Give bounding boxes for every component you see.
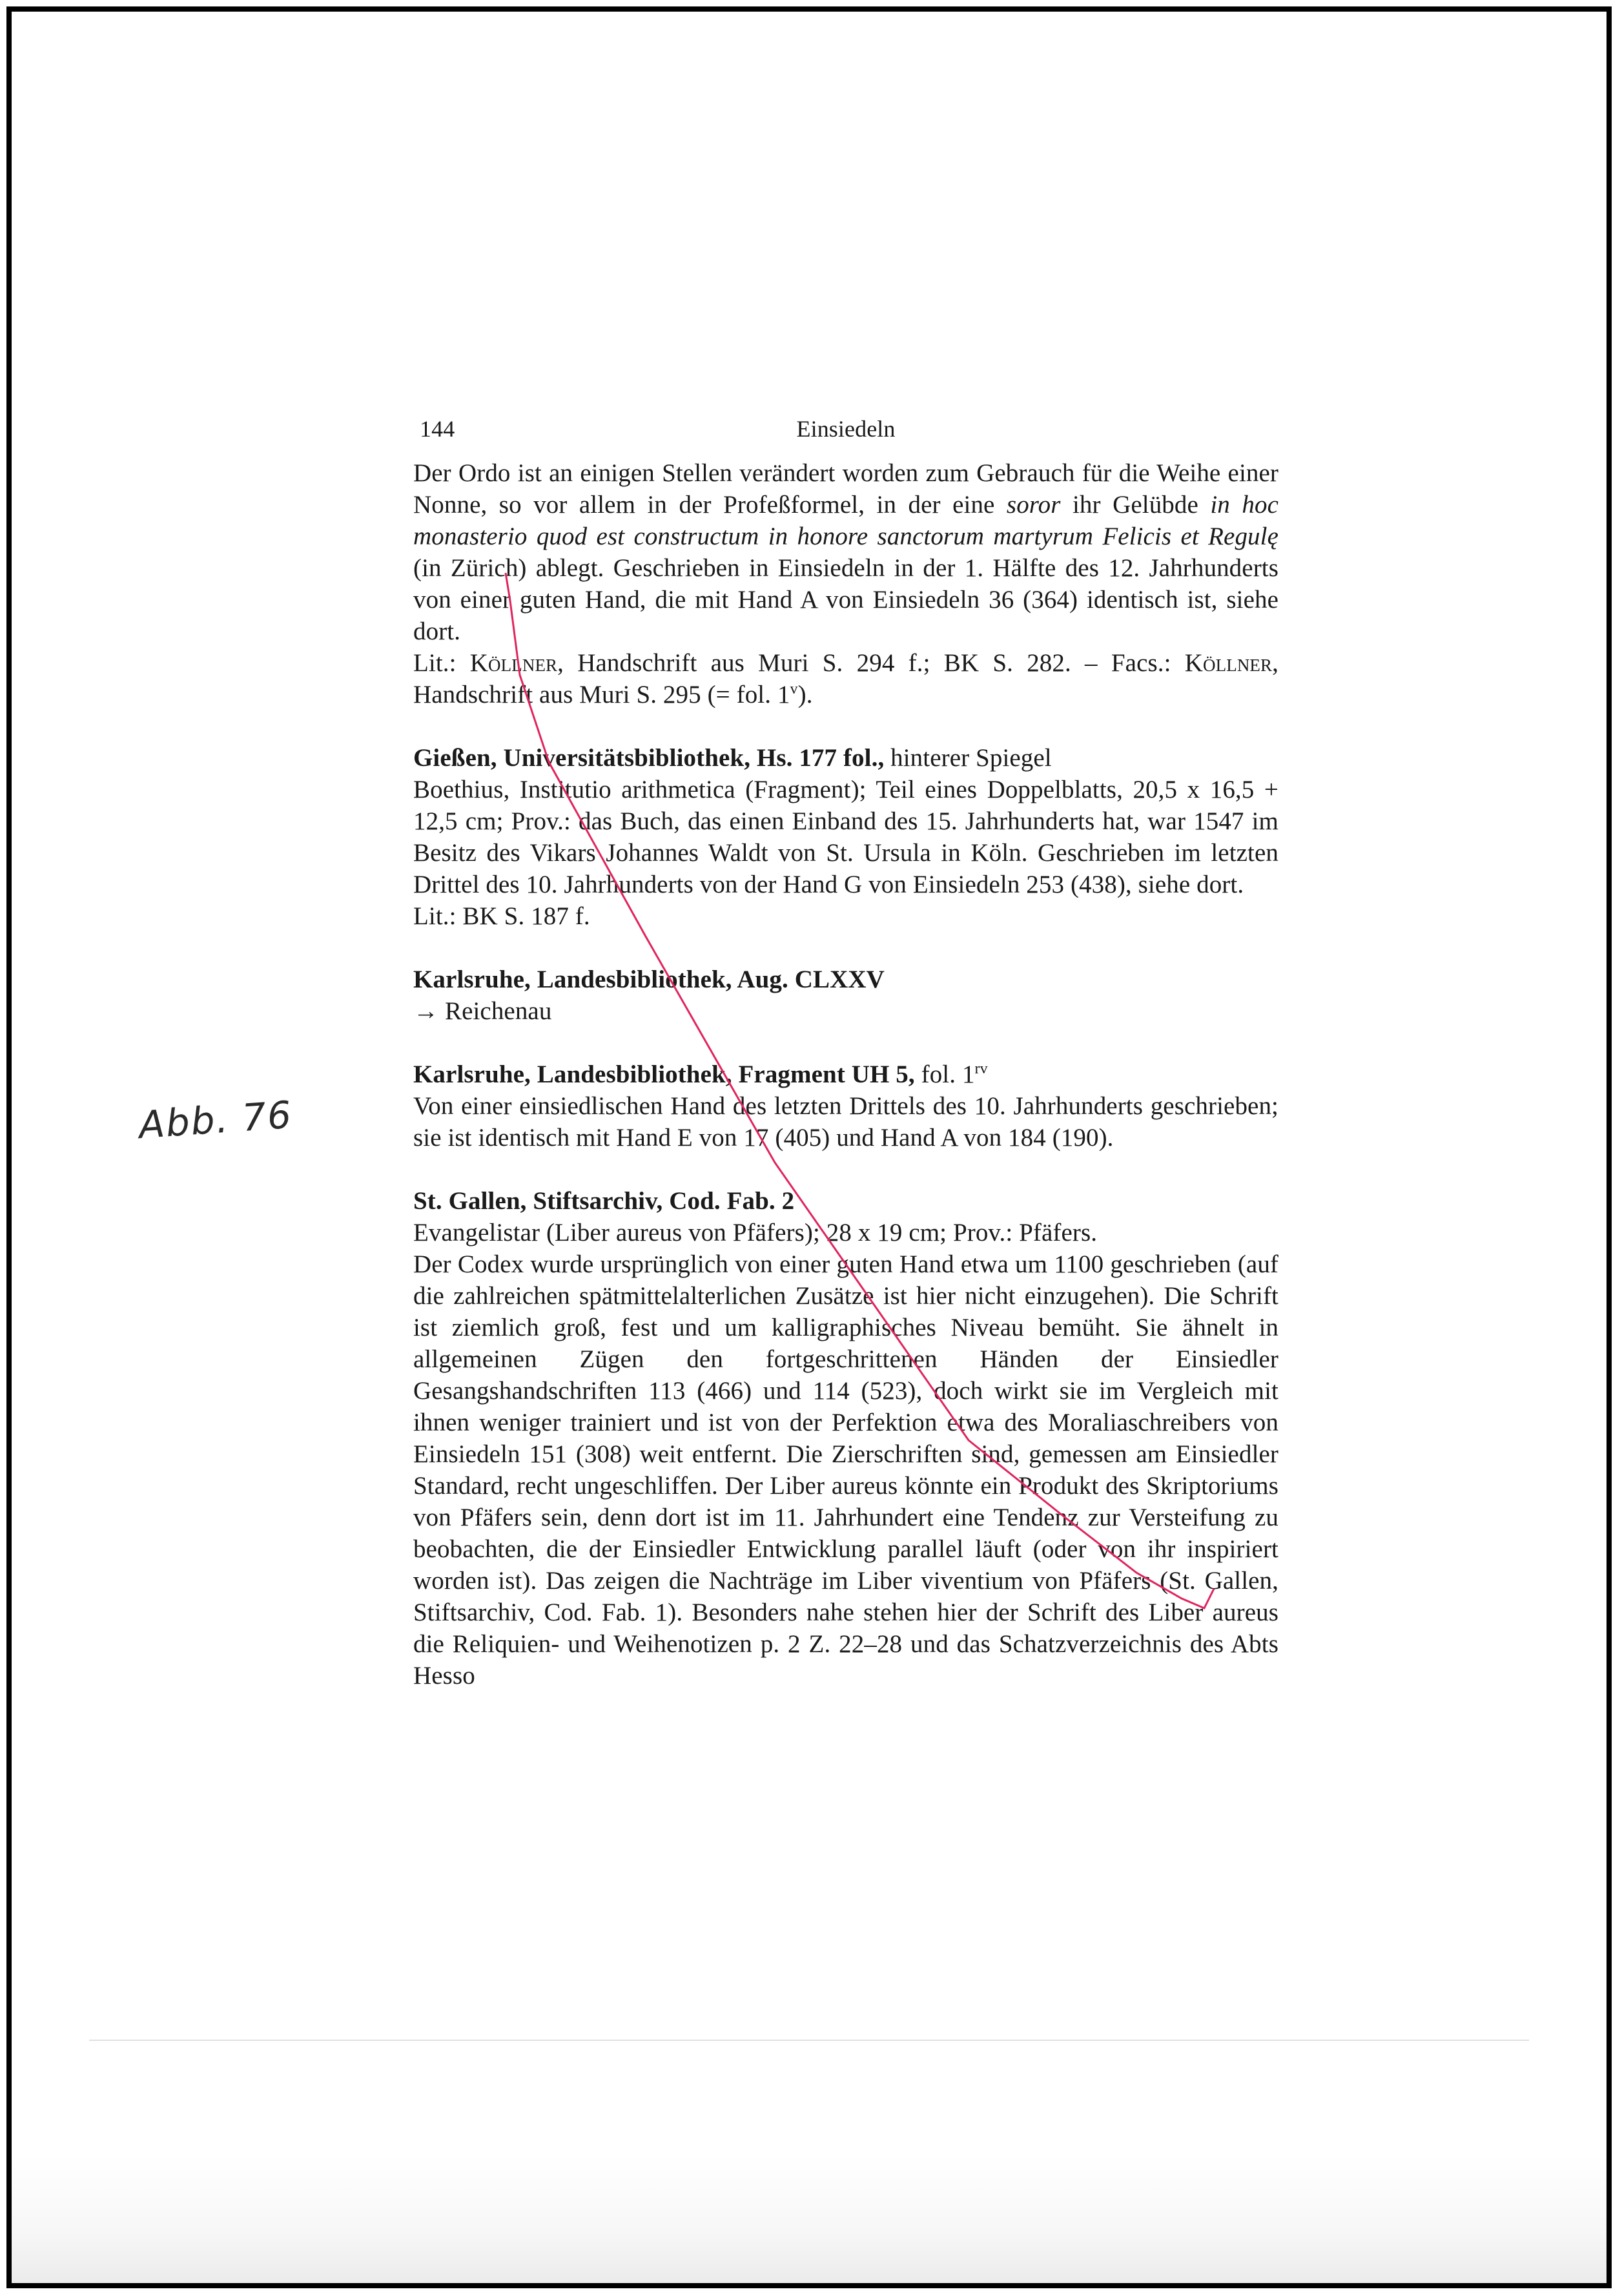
- page-number: 144: [420, 416, 455, 442]
- text-run: → Reichenau: [413, 997, 552, 1025]
- paragraph: [413, 1059, 1278, 1090]
- text-run: Köllner: [1184, 649, 1273, 677]
- paragraph: [413, 1248, 1278, 1691]
- text-run: Lit.: BK S. 187 f.: [413, 902, 590, 930]
- text-run: v: [790, 681, 798, 698]
- body-text: [413, 457, 1278, 1691]
- text-run: rv: [974, 1060, 988, 1077]
- text-run: fol. 1: [914, 1060, 975, 1088]
- text-run: Von einer einsiedlischen Hand des letzten Drittels des 10. Jahrhunderts geschrieben; sie ist identisch mit Hand E von 17 (405) und Hand A von 184 (190).: [413, 1092, 1278, 1152]
- text-run: Lit.:: [413, 649, 470, 677]
- text-run: , Handschrift aus Muri S. 295 (= fol. 1: [413, 649, 1278, 708]
- text-column: [413, 413, 1278, 1691]
- paragraph-gap: [413, 1027, 1278, 1059]
- entry-heading: Karlsruhe, Landesbibliothek, Aug. CLXXV: [413, 966, 885, 993]
- text-run: ).: [797, 681, 813, 708]
- paragraph: [413, 1090, 1278, 1153]
- paragraph: [413, 1217, 1278, 1248]
- text-run: ihr Gelübde: [1060, 491, 1211, 519]
- text-run: , Handschrift aus Muri S. 294 f.; BK S. 282. – Facs.:: [557, 649, 1185, 677]
- text-run: Der Codex wurde ursprünglich von einer guten Hand etwa um 1100 geschrieben (auf die zahlreichen spätmittelalterlichen Zusätze ist hier nicht einzugehen). Die Schrift ist ziemlich groß, fest und um kalligraphisches Niveau bemüht. Sie ähnelt in allgemeinen Zügen den fortgeschrittenen Händen der Einsiedler Gesangshandschriften 113 (466) und 114 (523), doch wirkt sie im Vergleich mit ihnen weniger trainiert und ist von der Perfektion etwa des Moraliaschreibers von Einsiedeln 151 (308) weit entfernt. Die Zierschriften sind, gemessen am Einsiedler Standard, recht ungeschliffen. Der Liber aureus könnte ein Produkt des Skriptoriums von Pfäfers sein, denn dort ist im 11. Jahrhundert eine Tendenz zur Versteifung zu beobachten, die der Einsiedler Entwicklung parallel läuft (oder von ihr inspiriert worden ist). Das zeigen die Nachträge im Liber viventium von Pfäfers (St. Gallen, Stiftsarchiv, Cod. Fab. 1). Besonders nahe stehen hier der Schrift des Liber aureus die Reliquien- und Weihenotizen p. 2 Z. 22–28 und das Schatzverzeichnis des Abts Hesso: [413, 1250, 1278, 1690]
- running-header: [413, 413, 1278, 453]
- scan-shadow: [12, 2154, 1607, 2283]
- text-run: Boethius, Institutio arithmetica (Fragment); Teil eines Doppelblatts, 20,5 x 16,5 + 12,5 cm; Prov.: das Buch, das einen Einband des 15. Jahrhunderts hat, war 1547 im Besitz des Vikars Johannes Waldt von St. Ursula in Köln. Geschrieben im letzten Drittel des 10. Jahrhunderts von der Hand G von Einsiedeln 253 (438), siehe dort.: [413, 776, 1278, 898]
- paragraph: [413, 457, 1278, 647]
- paragraph: [413, 647, 1278, 710]
- paragraph: [413, 1185, 1278, 1217]
- paragraph: [413, 774, 1278, 900]
- text-run: Köllner: [469, 649, 558, 677]
- entry-heading: Gießen, Universitätsbibliothek, Hs. 177 fol.,: [413, 744, 885, 772]
- scan-artifact-line: [89, 2040, 1529, 2041]
- text-run: (in Zürich) ablegt. Geschrieben in Einsiedeln in der 1. Hälfte des 12. Jahrhunderts von einer guten Hand, die mit Hand A von Einsiedeln 36 (364) identisch ist, siehe dort.: [413, 554, 1278, 645]
- paragraph-gap: [413, 710, 1278, 742]
- paragraph: [413, 742, 1278, 774]
- entry-heading: St. Gallen, Stiftsarchiv, Cod. Fab. 2: [413, 1187, 795, 1215]
- handwritten-margin-note: Abb. 76: [137, 1092, 294, 1148]
- text-run: hinterer Spiegel: [884, 744, 1052, 772]
- paragraph: [413, 964, 1278, 995]
- paragraph: [413, 995, 1278, 1027]
- paragraph-gap: [413, 932, 1278, 964]
- entry-heading: Karlsruhe, Landesbibliothek, Fragment UH 5,: [413, 1060, 915, 1088]
- text-run: in hoc monasterio quod est constructum in honore sanctorum martyrum Felicis et Regulę: [413, 491, 1278, 550]
- running-title: Einsiedeln: [796, 416, 896, 442]
- paragraph: [413, 900, 1278, 932]
- text-run: Evangelistar (Liber aureus von Pfäfers); 28 x 19 cm; Prov.: Pfäfers.: [413, 1219, 1098, 1246]
- text-run: soror: [1006, 491, 1061, 519]
- text-run: Der Ordo ist an einigen Stellen verändert worden zum Gebrauch für die Weihe einer Nonne, so vor allem in der Profeßformel, in der eine: [413, 459, 1278, 519]
- paragraph-gap: [413, 1153, 1278, 1185]
